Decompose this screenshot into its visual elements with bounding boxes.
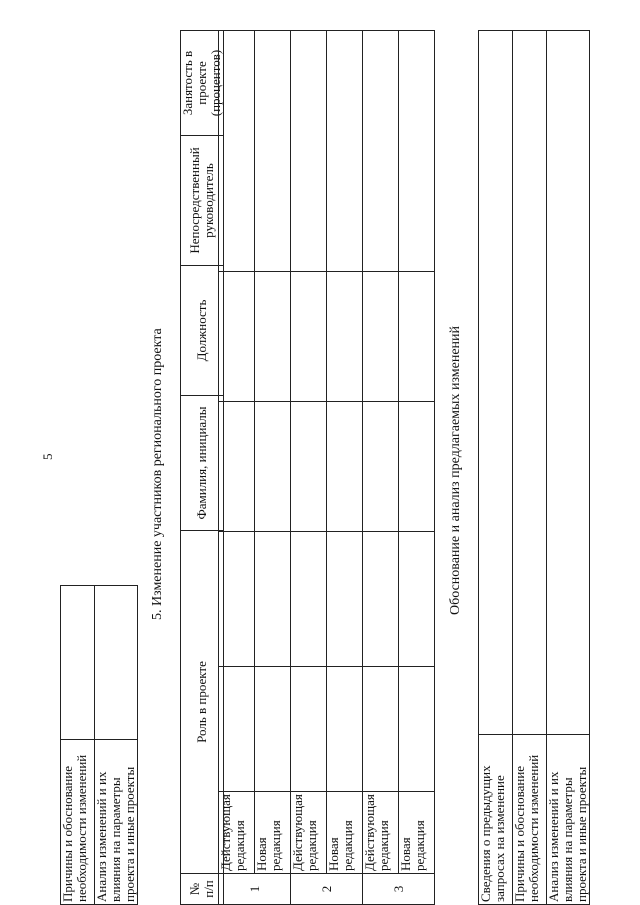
row-name (291, 532, 327, 667)
row-occupancy (327, 31, 363, 272)
row-num: 1 (219, 874, 291, 905)
top-table-row (95, 740, 138, 905)
row-manager (255, 272, 291, 402)
header-name: Фамилия, инициалы (181, 396, 224, 531)
row-name (219, 532, 255, 667)
row-name (219, 667, 255, 792)
row-name (363, 667, 399, 792)
row-name (399, 667, 435, 792)
row-manager (363, 272, 399, 402)
section-title: 5. Изменение участников регионального проекта (150, 328, 165, 620)
row-name (327, 532, 363, 667)
top-table-cell: Причины и обоснование необходимости изменений (60, 754, 89, 902)
row-role: Действующая редакция (363, 792, 399, 874)
page-number: 5 (40, 453, 55, 460)
row-role: Действующая редакция (219, 792, 255, 874)
row-manager (291, 272, 327, 402)
row-position (219, 402, 255, 532)
justification-value (479, 31, 513, 735)
justification-value (547, 31, 590, 735)
header-num: № п/п (181, 874, 224, 905)
row-role: Новая редакция (327, 792, 363, 874)
row-name (363, 532, 399, 667)
header-manager: Непосредственный руководитель (181, 136, 224, 266)
row-num: 3 (363, 874, 435, 905)
row-position (363, 402, 399, 532)
participants-body (218, 30, 435, 905)
row-name (327, 667, 363, 792)
row-manager (219, 272, 255, 402)
row-occupancy (291, 31, 327, 272)
row-occupancy (363, 31, 399, 272)
justification-row: Сведения о предыдущих запросах на изменение (479, 735, 513, 905)
justification-table (478, 30, 590, 905)
row-name (255, 532, 291, 667)
row-name (255, 667, 291, 792)
row-role: Новая редакция (399, 792, 435, 874)
row-manager (399, 272, 435, 402)
row-position (291, 402, 327, 532)
row-num: 2 (291, 874, 363, 905)
row-role: Действующая редакция (291, 792, 327, 874)
top-table (60, 585, 138, 905)
justification-value (513, 31, 547, 735)
row-occupancy (399, 31, 435, 272)
header-occupancy: Занятость в проекте (процентов) (181, 31, 224, 136)
row-role: Новая редакция (255, 792, 291, 874)
row-position (327, 402, 363, 532)
justification-row: Анализ изменений и их влияния на параметры проекта и иные проекты (547, 735, 590, 905)
top-table-cell: Анализ изменений и их влияния на параметры проекта и иные проекты (94, 766, 137, 902)
justification-row: Причины и обоснование необходимости изменений (513, 735, 547, 905)
top-table-value-cell (61, 586, 95, 740)
header-position: Должность (181, 266, 224, 396)
row-occupancy (219, 31, 255, 272)
row-name (291, 667, 327, 792)
row-occupancy (255, 31, 291, 272)
top-table-row (61, 740, 95, 905)
row-position (255, 402, 291, 532)
top-table-value-cell (95, 586, 138, 740)
row-position (399, 402, 435, 532)
header-role: Роль в проекте (181, 531, 224, 874)
row-manager (327, 272, 363, 402)
row-name (399, 532, 435, 667)
justification-title: Обоснование и анализ предлагаемых изменений (448, 325, 463, 615)
